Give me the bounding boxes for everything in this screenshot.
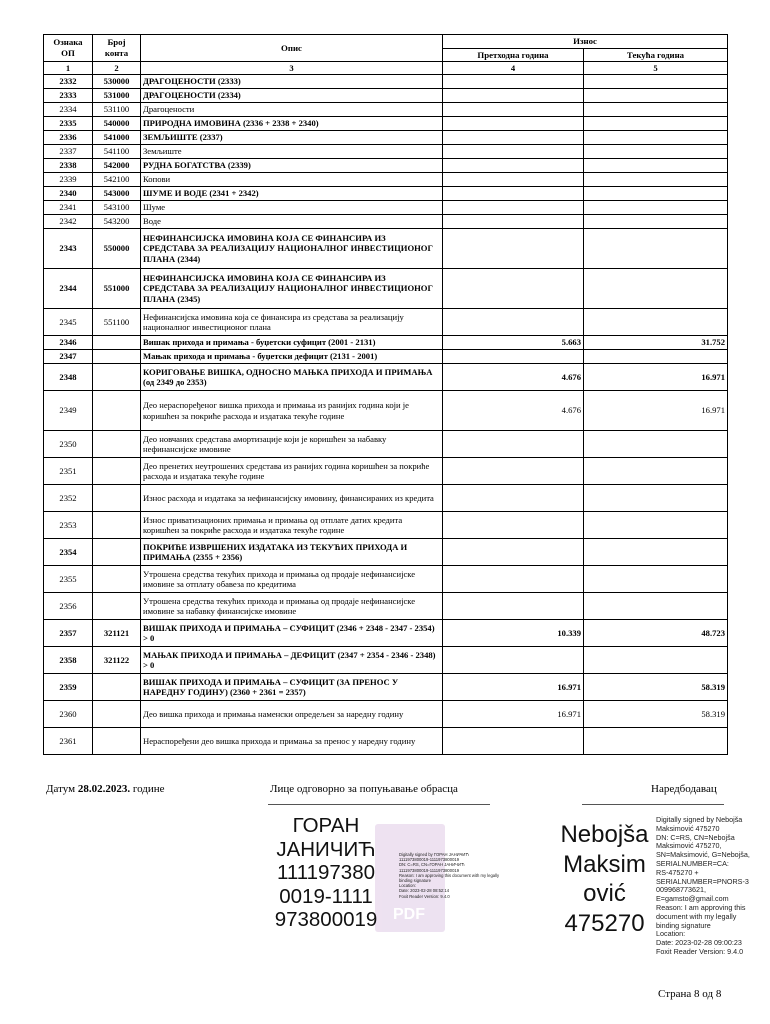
account-cell: 542100 — [93, 173, 141, 187]
table-row — [44, 215, 728, 229]
description-cell: Део нераспоређеног вишка прихода и примања из ранијих година који је коришћен за покриће расхода и издатака текуће године — [141, 391, 443, 431]
description-cell: КОРИГОВАЊЕ ВИШКА, ОДНОСНО МАЊКА ПРИХОДА И ПРИМАЊА (од 2349 до 2353) — [141, 364, 443, 391]
current-year-cell — [584, 269, 728, 309]
op-cell: 2342 — [44, 215, 93, 229]
signature-line: ЈАНИЧИЋ — [276, 837, 376, 861]
op-cell: 2340 — [44, 187, 93, 201]
table-row — [44, 593, 728, 620]
table-row — [44, 269, 728, 309]
responsible-signature-line — [268, 804, 490, 805]
op-cell: 2335 — [44, 117, 93, 131]
account-cell — [93, 512, 141, 539]
column-number: 1 — [44, 62, 93, 75]
op-cell: 2343 — [44, 229, 93, 269]
account-cell: 531100 — [93, 103, 141, 117]
description-cell: Драгоцености — [141, 103, 443, 117]
account-cell: 321121 — [93, 620, 141, 647]
previous-year-cell — [443, 566, 584, 593]
account-cell — [93, 364, 141, 391]
current-year-cell — [584, 89, 728, 103]
signature-line: SERIALNUMBER=PNORS-3 — [656, 876, 749, 886]
signature-line: Maksimović 475270, — [656, 841, 722, 851]
current-year-cell: 58.319 — [584, 674, 728, 701]
account-cell: 541000 — [93, 131, 141, 145]
signature-right-name — [552, 820, 657, 938]
description-cell: Нефинансијска имовина која се финансира из средстава за реализацију националног инвестиционог плана — [141, 309, 443, 336]
previous-year-cell — [443, 647, 584, 674]
table-row — [44, 201, 728, 215]
signature-left-name — [262, 814, 390, 932]
op-cell: 2346 — [44, 336, 93, 350]
column-number: 3 — [141, 62, 443, 75]
current-year-cell — [584, 201, 728, 215]
description-cell: ЗЕМЉИШТЕ (2337) — [141, 131, 443, 145]
table-row — [44, 336, 728, 350]
pdf-watermark-text: PDF — [393, 906, 425, 923]
table-row — [44, 350, 728, 364]
account-cell — [93, 431, 141, 458]
column-number-row — [44, 62, 728, 75]
signature-line: 111197380 — [276, 861, 376, 884]
signature-line: Digitally signed by Nebojša — [656, 815, 743, 824]
column-number: 2 — [93, 62, 141, 75]
op-cell: 2348 — [44, 364, 93, 391]
header-op-mark: Ознака ОП — [44, 35, 93, 62]
page-number: Страна 8 од 8 — [658, 988, 722, 1000]
previous-year-cell — [443, 215, 584, 229]
current-year-cell — [584, 145, 728, 159]
signature-line: Reason: I am approving this document with my legally — [399, 872, 500, 878]
current-year-cell — [584, 539, 728, 566]
signature-line: Date: 2023-02-28 08:52:14 — [399, 888, 450, 894]
signature-line: 0019-1111 — [279, 884, 373, 908]
signature-line: 1111973800019-1111973800019 — [399, 857, 460, 863]
previous-year-cell — [443, 350, 584, 364]
current-year-cell — [584, 159, 728, 173]
signature-right-details — [656, 816, 768, 957]
header-previous-year: Претходна година — [443, 49, 584, 62]
op-cell: 2360 — [44, 701, 93, 728]
table-row — [44, 89, 728, 103]
description-cell: ШУМЕ И ВОДЕ (2341 + 2342) — [141, 187, 443, 201]
account-cell: 531000 — [93, 89, 141, 103]
op-cell: 2361 — [44, 728, 93, 755]
current-year-cell — [584, 309, 728, 336]
current-year-cell — [584, 431, 728, 458]
table-body — [44, 75, 728, 755]
previous-year-cell — [443, 593, 584, 620]
column-number: 5 — [584, 62, 728, 75]
previous-year-cell: 4.676 — [443, 364, 584, 391]
signature-left-details — [399, 852, 529, 899]
responsible-person-label: Лице одговорно за попуњавање обрасца — [270, 783, 458, 795]
authorizer-signature-line — [582, 804, 724, 805]
signature-line: Location: — [656, 929, 686, 939]
header-account-no: Број конта — [93, 35, 141, 62]
description-cell: Вишак прихода и примања - буџетски суфицит (2001 - 2131) — [141, 336, 443, 350]
description-cell: ВИШАК ПРИХОДА И ПРИМАЊА – СУФИЦИТ (ЗА ПРЕНОС У НАРЕДНУ ГОДИНУ) (2360 + 2361 = 2357) — [141, 674, 443, 701]
description-cell: Део новчаних средстава амортизације који је коришћен за набавку нефинансијске имовине — [141, 431, 443, 458]
op-cell: 2349 — [44, 391, 93, 431]
table-row — [44, 75, 728, 89]
table-row — [44, 103, 728, 117]
description-cell: НЕФИНАНСИЈСКА ИМОВИНА КОЈА СЕ ФИНАНСИРА ИЗ СРЕДСТАВА ЗА РЕАЛИЗАЦИЈУ НАЦИОНАЛНОГ ИНВЕСТИЦИОНОГ ПЛАНА (2345) — [141, 269, 443, 309]
header-current-year: Текућа година — [584, 49, 728, 62]
previous-year-cell — [443, 103, 584, 117]
table-row — [44, 173, 728, 187]
op-cell: 2338 — [44, 159, 93, 173]
signature-line: Foxit Reader Version: 9.4.0 — [399, 893, 450, 899]
account-cell: 543100 — [93, 201, 141, 215]
previous-year-cell — [443, 539, 584, 566]
table-row — [44, 566, 728, 593]
current-year-cell: 31.752 — [584, 336, 728, 350]
account-cell: 321122 — [93, 647, 141, 674]
table-row — [44, 187, 728, 201]
previous-year-cell — [443, 187, 584, 201]
current-year-cell — [584, 131, 728, 145]
current-year-cell — [584, 647, 728, 674]
current-year-cell — [584, 512, 728, 539]
account-cell — [93, 391, 141, 431]
authorizer-label: Наредбодавац — [651, 783, 717, 795]
account-cell: 543200 — [93, 215, 141, 229]
table-row — [44, 701, 728, 728]
table-row — [44, 145, 728, 159]
signature-line: Maksim — [563, 850, 646, 878]
description-cell: Утрошена средства текућих прихода и примања од продаје нефинансијске имовине за набавку финансијске имовине — [141, 593, 443, 620]
account-cell — [93, 593, 141, 620]
previous-year-cell: 5.663 — [443, 336, 584, 350]
current-year-cell — [584, 593, 728, 620]
op-cell: 2359 — [44, 674, 93, 701]
signature-line: 009968773621, — [656, 885, 706, 895]
account-cell: 551000 — [93, 269, 141, 309]
signature-line: Location: — [399, 883, 416, 889]
signature-line: SN=Maksimović, G=Nebojša, — [656, 850, 750, 860]
previous-year-cell: 10.339 — [443, 620, 584, 647]
date-label: Датум — [46, 783, 76, 795]
previous-year-cell — [443, 458, 584, 485]
table-row — [44, 674, 728, 701]
signature-line: 475270 — [564, 909, 645, 937]
account-cell — [93, 674, 141, 701]
description-cell: Воде — [141, 215, 443, 229]
description-cell: ДРАГОЦЕНОСТИ (2333) — [141, 75, 443, 89]
current-year-cell: 48.723 — [584, 620, 728, 647]
op-cell: 2354 — [44, 539, 93, 566]
signature-line: binding signature — [656, 920, 711, 930]
op-cell: 2345 — [44, 309, 93, 336]
current-year-cell — [584, 229, 728, 269]
signature-line: DN: C=RS, CN=ГОРАН ЈАНИЧИЋ — [399, 862, 465, 868]
table-row — [44, 229, 728, 269]
account-cell — [93, 539, 141, 566]
description-cell: Утрошена средства текућих прихода и примања од продаје нефинансијске имовине за отплату обавеза по кредитима — [141, 566, 443, 593]
op-cell: 2353 — [44, 512, 93, 539]
table-row — [44, 159, 728, 173]
signature-line: binding signature — [399, 878, 431, 884]
account-cell: 550000 — [93, 229, 141, 269]
current-year-cell — [584, 187, 728, 201]
table-row — [44, 647, 728, 674]
previous-year-cell — [443, 117, 584, 131]
description-cell: Мањак прихода и примања - буџетски дефицит (2131 - 2001) — [141, 350, 443, 364]
previous-year-cell: 16.971 — [443, 674, 584, 701]
previous-year-cell — [443, 229, 584, 269]
signature-line: 1111973800019-1111973800019 — [399, 867, 460, 873]
current-year-cell — [584, 103, 728, 117]
table-row — [44, 539, 728, 566]
description-cell: МАЊАК ПРИХОДА И ПРИМАЊА – ДЕФИЦИТ (2347 + 2354 - 2346 - 2348) > 0 — [141, 647, 443, 674]
table-header — [44, 35, 728, 75]
current-year-cell — [584, 728, 728, 755]
description-cell: Део вишка прихода и примања наменски опредељен за наредну годину — [141, 701, 443, 728]
signature-line: ГОРАН — [292, 814, 360, 837]
account-cell — [93, 350, 141, 364]
table-row — [44, 117, 728, 131]
current-year-cell — [584, 350, 728, 364]
report-table — [43, 34, 728, 755]
signature-line: Nebojša — [560, 821, 649, 848]
previous-year-cell — [443, 159, 584, 173]
previous-year-cell — [443, 89, 584, 103]
current-year-cell — [584, 485, 728, 512]
table-row — [44, 131, 728, 145]
header-amount: Износ — [443, 35, 728, 49]
table-row — [44, 620, 728, 647]
description-cell: Нераспоређени део вишка прихода и примања за пренос у наредну годину — [141, 728, 443, 755]
op-cell: 2352 — [44, 485, 93, 512]
account-cell — [93, 336, 141, 350]
table-row — [44, 431, 728, 458]
table-row — [44, 458, 728, 485]
op-cell: 2357 — [44, 620, 93, 647]
account-cell — [93, 701, 141, 728]
header-description: Опис — [141, 35, 443, 62]
previous-year-cell — [443, 173, 584, 187]
op-cell: 2355 — [44, 566, 93, 593]
date-value: 28.02.2023. — [77, 783, 131, 795]
previous-year-cell — [443, 145, 584, 159]
account-cell: 542000 — [93, 159, 141, 173]
previous-year-cell — [443, 269, 584, 309]
previous-year-cell — [443, 131, 584, 145]
account-cell: 543000 — [93, 187, 141, 201]
current-year-cell: 58.319 — [584, 701, 728, 728]
date-line — [46, 783, 165, 795]
description-cell: РУДНА БОГАТСТВА (2339) — [141, 159, 443, 173]
signature-line: Foxit Reader Version: 9.4.0 — [656, 946, 744, 956]
account-cell: 530000 — [93, 75, 141, 89]
signature-line: E=gamsto@gmail.com — [656, 894, 729, 904]
account-cell: 540000 — [93, 117, 141, 131]
account-cell — [93, 566, 141, 593]
account-cell — [93, 485, 141, 512]
description-cell: ВИШАК ПРИХОДА И ПРИМАЊА – СУФИЦИТ (2346 + 2348 - 2347 - 2354) > 0 — [141, 620, 443, 647]
signature-line: Reason: I am approving this — [656, 902, 746, 912]
description-cell: Део пренетих неутрошених средстава из ранијих година коришћен за покриће расхода и издатака текуће године — [141, 458, 443, 485]
account-cell — [93, 458, 141, 485]
table-row — [44, 364, 728, 391]
current-year-cell: 16.971 — [584, 364, 728, 391]
description-cell: Износ приватизационих примања и примања од отплате датих кредита коришћен за покриће расхода и издатака текуће године — [141, 512, 443, 539]
current-year-cell — [584, 215, 728, 229]
table-row — [44, 309, 728, 336]
account-cell — [93, 728, 141, 755]
previous-year-cell — [443, 728, 584, 755]
description-cell: Земљиште — [141, 145, 443, 159]
current-year-cell — [584, 566, 728, 593]
column-number: 4 — [443, 62, 584, 75]
table-row — [44, 391, 728, 431]
previous-year-cell: 4.676 — [443, 391, 584, 431]
op-cell: 2336 — [44, 131, 93, 145]
signature-line: RS-475270 + — [656, 867, 699, 877]
op-cell: 2344 — [44, 269, 93, 309]
previous-year-cell: 16.971 — [443, 701, 584, 728]
signature-line: Date: 2023-02-28 09:00:23 — [656, 938, 742, 948]
op-cell: 2356 — [44, 593, 93, 620]
previous-year-cell — [443, 512, 584, 539]
table-row — [44, 512, 728, 539]
previous-year-cell — [443, 431, 584, 458]
account-cell: 541100 — [93, 145, 141, 159]
current-year-cell — [584, 458, 728, 485]
description-cell: Износ расхода и издатака за нефинансијску имовину, финансираних из кредита — [141, 485, 443, 512]
op-cell: 2351 — [44, 458, 93, 485]
op-cell: 2341 — [44, 201, 93, 215]
op-cell: 2337 — [44, 145, 93, 159]
current-year-cell — [584, 173, 728, 187]
date-suffix: године — [132, 783, 165, 795]
description-cell: ПРИРОДНА ИМОВИНА (2336 + 2338 + 2340) — [141, 117, 443, 131]
table-row — [44, 728, 728, 755]
current-year-cell — [584, 75, 728, 89]
previous-year-cell — [443, 75, 584, 89]
signature-line: DN: C=RS, CN=Nebojša — [656, 832, 735, 842]
description-cell: Шуме — [141, 201, 443, 215]
op-cell: 2358 — [44, 647, 93, 674]
previous-year-cell — [443, 309, 584, 336]
previous-year-cell — [443, 485, 584, 512]
signature-line: ović — [583, 880, 626, 907]
signature-line: document with my legally — [656, 911, 737, 921]
signature-line: SERIALNUMBER=CA: — [656, 858, 729, 868]
table-row — [44, 485, 728, 512]
description-cell: ПОКРИЋЕ ИЗВРШЕНИХ ИЗДАТАКА ИЗ ТЕКУЋИХ ПРИХОДА И ПРИМАЊА (2355 + 2356) — [141, 539, 443, 566]
signature-line: Digitally signed by ГОРАН ЈАНИЧИЋ — [399, 852, 469, 857]
op-cell: 2332 — [44, 75, 93, 89]
op-cell: 2333 — [44, 89, 93, 103]
description-cell: ДРАГОЦЕНОСТИ (2334) — [141, 89, 443, 103]
current-year-cell: 16.971 — [584, 391, 728, 431]
op-cell: 2350 — [44, 431, 93, 458]
signature-line: 973800019 — [274, 908, 378, 931]
description-cell: НЕФИНАНСИЈСКА ИМОВИНА КОЈА СЕ ФИНАНСИРА ИЗ СРЕДСТАВА ЗА РЕАЛИЗАЦИЈУ НАЦИОНАЛНОГ ИНВЕСТИЦИОНОГ ПЛАНА (2344) — [141, 229, 443, 269]
signature-line: Maksimović 475270 — [656, 823, 720, 833]
description-cell: Копови — [141, 173, 443, 187]
op-cell: 2347 — [44, 350, 93, 364]
account-cell: 551100 — [93, 309, 141, 336]
previous-year-cell — [443, 201, 584, 215]
op-cell: 2334 — [44, 103, 93, 117]
current-year-cell — [584, 117, 728, 131]
op-cell: 2339 — [44, 173, 93, 187]
